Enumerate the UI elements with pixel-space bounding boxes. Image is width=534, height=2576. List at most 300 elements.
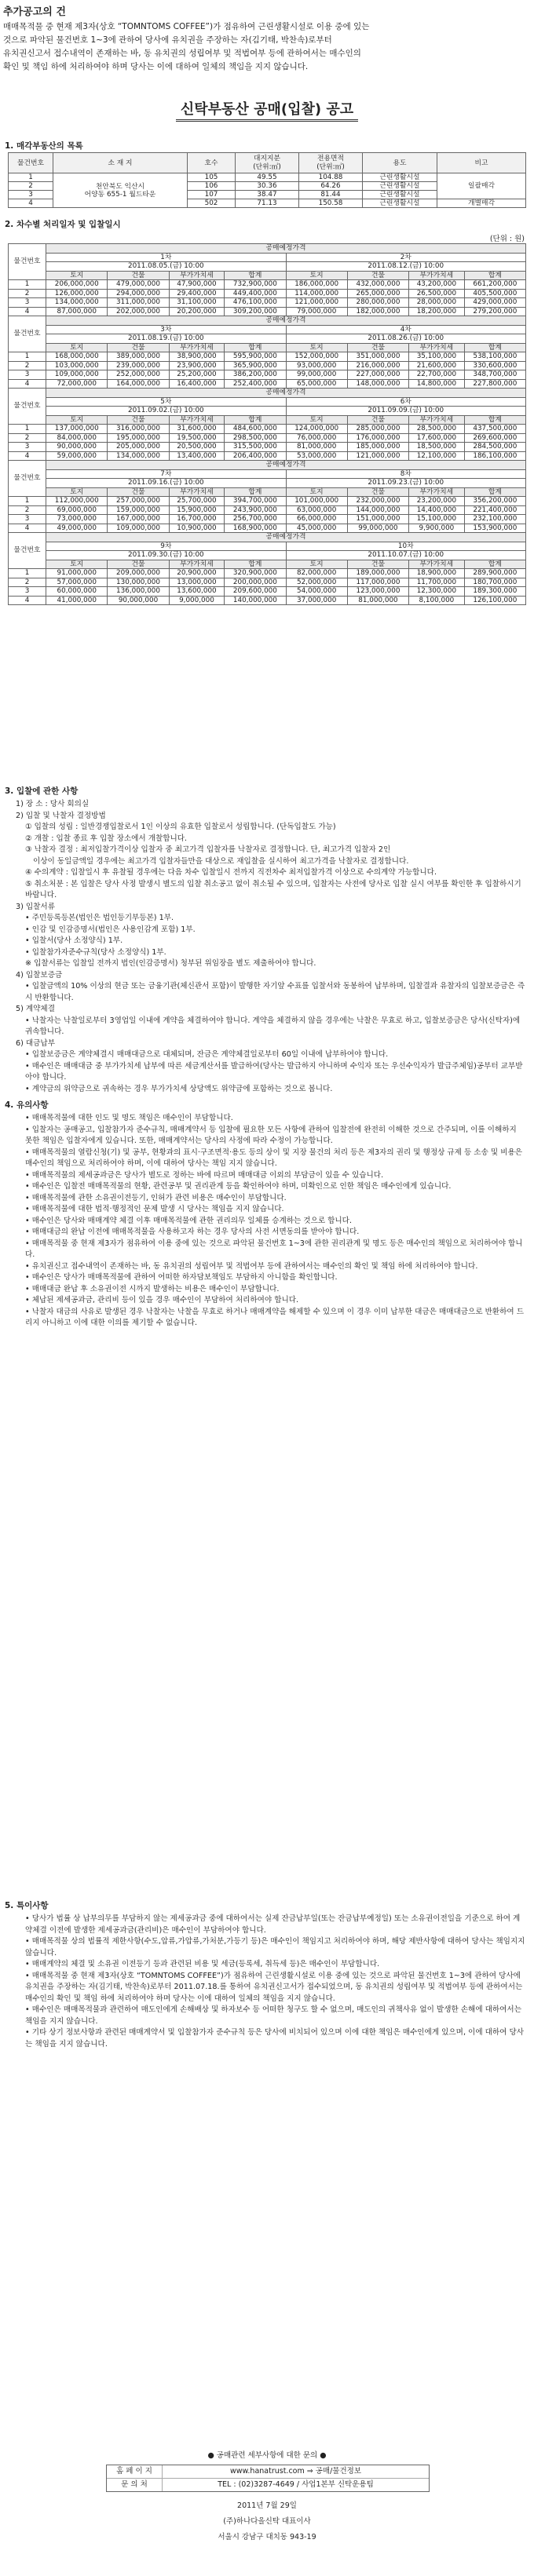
text-line: • 매매목적물 중 현재 제3자가 점유하여 이용 중에 있는 것으로 파악된 물건번호 1~3에 관한 권리관계 및 명도 등은 매수인의 책임으로 처리하여야 합니다. (25, 1239, 523, 1259)
table-cell: 20,900,000 (169, 569, 225, 578)
round-date: 2011.09.09.(금) 10:00 (286, 407, 525, 416)
column-label: 부가가치세 (409, 271, 465, 280)
text-line: • 체납된 제세공과금, 관리비 등이 있을 경우 매수인이 부담하여 처리하여야 합니다. (25, 1296, 299, 1304)
table-cell: 93,000,000 (286, 361, 347, 370)
contact-row (107, 2465, 429, 2478)
table-cell: 150.58 (299, 199, 363, 208)
column-label: 건물 (108, 560, 169, 569)
column-label: 부가가치세 (169, 487, 225, 497)
table-cell: 4 (9, 596, 46, 605)
table-cell: 348,700,000 (464, 370, 525, 380)
table-cell: 101,000,000 (286, 497, 347, 506)
table-cell: 103,000,000 (46, 361, 108, 370)
table-cell: 1 (9, 497, 46, 506)
num-header-cell: 물건번호 (9, 461, 46, 497)
table-cell: 351,000,000 (347, 352, 408, 362)
round-label: 8차 (286, 469, 525, 479)
column-label: 건물 (347, 271, 408, 280)
table-cell: 81,000,000 (286, 443, 347, 452)
table-cell: 25,200,000 (169, 370, 225, 380)
table-cell: 25,700,000 (169, 497, 225, 506)
text-line: • 매매목적물에 대한 인도 및 명도 책임은 매수인이 부담합니다. (25, 1114, 233, 1122)
text-line: • 당사가 법률 상 납부의무를 부담하지 않는 제세공과금 중에 대하여서는 실제 잔금납부일(또는 잔금납부예정일) 또는 소유권이전일을 기준으로 하여 계약체결 이전에 발생한 제세공과금(관리비)은 매수인이 부담하여야 합니다. (25, 1914, 521, 1935)
table-cell: 22,700,000 (409, 370, 465, 380)
table-cell: 82,000,000 (286, 569, 347, 578)
table-cell: 4 (9, 524, 46, 533)
table-cell: 31,600,000 (169, 425, 225, 434)
text-line: • 매매목적물의 열람신청(기) 및 공부, 현황과의 표시·구조면적·용도 등의 상이 및 지장 물건의 처리 등은 제3자의 권리 및 행정상 규제 등 소송 및 비용은 매수인의 책임으로 처리하여야 하며, 이에 대하여 당사는 책임 지지 않습니다. (25, 1148, 523, 1168)
table-cell: 30.36 (236, 182, 299, 191)
table-cell: 239,000,000 (108, 361, 169, 370)
table-cell: 2 (9, 289, 46, 298)
notice-tag: 추가공고의 건 (3, 6, 66, 18)
table-row (9, 515, 526, 524)
table-cell: 595,900,000 (225, 352, 286, 362)
table-cell: 159,000,000 (108, 505, 169, 515)
text-line: ③ 낙찰자 결정 : 최저입찰가격이상 입찰자 중 최고가격 입찰자를 낙찰자로 결정합니다. 단, 최고가격 입찰자 2인 (25, 845, 391, 854)
table-cell: 1 (9, 173, 53, 182)
text-line: • 입찰금액의 10% 이상의 현금 또는 금융기관(체신관서 포함)이 발행한 자기앞 수표를 입찰서와 동봉하여 납부하며, 입찰결과 유찰자의 입찰보증금은 즉시 반환합니다. (25, 982, 525, 1002)
text-line: • 낙찰자는 낙찰일로부터 3영업일 이내에 계약을 체결하여야 합니다. 계약을 체결하지 않을 경우에는 낙찰은 무효로 하고, 입찰보증금은 당사(신탁자)에 귀속합니다. (25, 1016, 521, 1036)
text-line: • 매수인은 매매대금 중 부가가치세 납부에 따른 세금계산서를 발급하여(당사는 발급하지 아니하며 수익자 또는 우선수익자가 발급주체임)공부터 교부받아야 합니다. (25, 1061, 523, 1082)
round-label: 2차 (286, 253, 525, 262)
table-cell: 476,100,000 (225, 298, 286, 308)
table-cell: 근린생활시설 (363, 173, 437, 182)
text-line: • 매수인은 당사가 매매목적물에 관하여 어떠한 하자담보책임도 부담하지 아니함을 확인합니다. (25, 1273, 338, 1282)
table-row (9, 524, 526, 533)
text-line: 2) 입찰 및 낙찰자 결정방법 (16, 811, 106, 820)
table-cell: 186,100,000 (464, 451, 525, 461)
table-row (9, 370, 526, 380)
table-cell: 49,000,000 (46, 524, 108, 533)
round-row (9, 253, 526, 262)
table-cell: 280,000,000 (347, 298, 408, 308)
table-cell: 195,000,000 (108, 433, 169, 443)
text-line: • 인감 및 인감증명서(법인은 사용인감계 포함) 1부. (25, 925, 196, 934)
table-cell: 153,900,000 (464, 524, 525, 533)
col-header: 용도 (363, 153, 437, 173)
table-cell: 9,000,000 (169, 596, 225, 605)
round-row (9, 469, 526, 479)
text-line: • 입찰보증금은 계약체결시 매매대금으로 대체되며, 잔금은 계약체결일로부터 60일 이내에 납부하여야 합니다. (25, 1050, 389, 1059)
text-line: • 매수인은 입찰전 매매목적물의 현황, 관련공부 및 권리관계 등을 확인하여야 하며, 미확인으로 인한 책임은 매수인에게 있습니다. (25, 1182, 452, 1191)
table-cell: 66,000,000 (286, 515, 347, 524)
column-label: 건물 (108, 487, 169, 497)
text-line: • 주민등록등본(법인은 법인등기부등본) 1부. (25, 914, 174, 922)
table-cell: 54,000,000 (286, 587, 347, 597)
table-cell: 311,000,000 (108, 298, 169, 308)
table-cell: 2 (9, 182, 53, 191)
text-line: • 매매대금의 완납 이전에 매매목적물을 사용하고자 하는 경우 당사의 사전 서면동의를 받아야 합니다. (25, 1228, 360, 1236)
round-date-row (9, 262, 526, 272)
table-cell: 31,100,000 (169, 298, 225, 308)
column-label: 합계 (464, 271, 525, 280)
col-header: 전용면적 (단위:㎡) (299, 153, 363, 173)
table-row (9, 379, 526, 389)
table-cell: 182,000,000 (347, 307, 408, 316)
table-cell: 64.26 (299, 182, 363, 191)
table-cell: 732,900,000 (225, 280, 286, 290)
location-line: 천안북도 익산시 (95, 182, 145, 191)
price-header-cell: 공매예정가격 (46, 244, 526, 254)
table-cell: 14,800,000 (409, 379, 465, 389)
table-cell: 189,300,000 (464, 587, 525, 597)
text-line: • 매매목적물에 대한 법적·행정적인 문제 발생 시 당사는 책임을 지지 않습니다. (25, 1205, 284, 1213)
table-cell: 12,300,000 (409, 587, 465, 597)
column-label: 건물 (347, 415, 408, 425)
location-cell (53, 173, 188, 208)
table-cell: 84,000,000 (46, 433, 108, 443)
table-cell: 209,000,000 (108, 569, 169, 578)
table-cell: 107 (188, 191, 236, 199)
column-label: 합계 (464, 343, 525, 352)
table-cell: 285,000,000 (347, 425, 408, 434)
table-cell: 18,500,000 (409, 443, 465, 452)
notice-date: 2011년 7월 29일 (237, 2501, 297, 2510)
column-label: 건물 (347, 343, 408, 352)
column-label: 토지 (286, 560, 347, 569)
table-cell: 185,000,000 (347, 443, 408, 452)
column-label: 토지 (286, 271, 347, 280)
table-cell: 121,000,000 (347, 451, 408, 461)
table-cell: 365,900,000 (225, 361, 286, 370)
homepage-link[interactable]: www.hanatrust.com ⇒ 공매/물건정보 (229, 2467, 362, 2476)
table-cell: 4 (9, 379, 46, 389)
text-line: • 매매목적물의 제세공과금은 당사가 별도로 정하는 바에 따르며 매매대금 이외의 부담금이 있을 수 있습니다. (25, 1170, 384, 1180)
text-line: • 유치권신고 접수내역이 존재하는 바, 동 유치권의 성립여부 및 적법여부 등에 관하여서는 매수인의 확인 및 책임 하에 처리하여야 합니다. (25, 1261, 478, 1271)
table-cell: 63,000,000 (286, 505, 347, 515)
column-label-row (9, 415, 526, 425)
text-line: • 계약금의 위약금으로 귀속하는 경우 부가가치세 상당액도 위약금에 포함하는 것으로 봅니다. (25, 1084, 333, 1093)
table-row (9, 587, 526, 597)
table-cell: 126,000,000 (46, 289, 108, 298)
table-cell: 294,000,000 (108, 289, 169, 298)
text-line: • 매매대금 완납 후 소유권이전 시까지 발생하는 비용은 매수인이 부담합니다. (25, 1284, 280, 1293)
table-cell: 186,000,000 (286, 280, 347, 290)
round-date: 2011.08.05.(금) 10:00 (46, 262, 286, 272)
table-cell: 405,500,000 (464, 289, 525, 298)
table-cell: 152,000,000 (286, 352, 347, 362)
text-line: ② 개찰 : 입찰 종료 후 입찰 장소에서 개찰합니다. (25, 834, 188, 843)
round-date-row (9, 551, 526, 560)
table-cell: 38.47 (236, 191, 299, 199)
table-cell: 356,200,000 (464, 497, 525, 506)
table-cell: 47,900,000 (169, 280, 225, 290)
column-label: 부가가치세 (409, 343, 465, 352)
text-line: ※ 입찰서류는 입찰일 전까지 법인(인감증명서) 청부된 위임장을 별도 제출하여야 합니다. (25, 959, 316, 968)
table-cell: 209,600,000 (225, 587, 286, 597)
table-cell: 4 (9, 307, 46, 316)
table-cell: 28,500,000 (409, 425, 465, 434)
table-cell: 205,000,000 (108, 443, 169, 452)
contact-box (106, 2465, 430, 2492)
table-cell: 176,000,000 (347, 433, 408, 443)
round-date: 2011.09.02.(금) 10:00 (46, 407, 286, 416)
round-date: 2011.10.07.(금) 10:00 (286, 551, 525, 560)
table-cell: 29,400,000 (169, 289, 225, 298)
table-cell: 315,500,000 (225, 443, 286, 452)
col-header: 물건번호 (9, 153, 53, 173)
schedule-table (8, 243, 526, 605)
table-cell: 105 (188, 173, 236, 182)
table-cell: 206,000,000 (46, 280, 108, 290)
contact-key: 문 의 처 (107, 2479, 163, 2491)
table-cell: 18,200,000 (409, 307, 465, 316)
table-cell: 140,000,000 (225, 596, 286, 605)
table-cell: 53,000,000 (286, 451, 347, 461)
table-cell: 130,000,000 (108, 578, 169, 587)
table-cell: 81.44 (299, 191, 363, 199)
table-cell: 106 (188, 182, 236, 191)
table-cell: 19,500,000 (169, 433, 225, 443)
text-line: • 매매목적물 중 현재 제3자(상호 “TOMNTOMS COFFEE”)가 점유하여 근린생활시설로 이용 중에 있는 것으로 파악된 물건번호 1~3에 관하여 당사에 유치권을 주장하는 자(김기태, 박찬속)로부터 2011.07.18.를 통하여 유치권신고서가 접수되었으며, 동 유치권의 성립여부 및 적법여부 등에 관하여서는 매수인의 확인 및 책임 하에 처리하여야 하며 당사는 이에 대하여 일체의 책임을 지지 않습니다. (25, 1971, 523, 2003)
table-cell: 3 (9, 443, 46, 452)
table-cell: 8,100,000 (409, 596, 465, 605)
column-label: 토지 (286, 343, 347, 352)
table-cell: 269,600,000 (464, 433, 525, 443)
table-row (9, 352, 526, 362)
round-label: 6차 (286, 397, 525, 407)
price-header-cell: 공매예정가격 (46, 316, 526, 326)
table-cell: 근린생활시설 (363, 182, 437, 191)
table-cell: 144,000,000 (347, 505, 408, 515)
table-cell: 17,600,000 (409, 433, 465, 443)
round-date: 2011.09.16.(금) 10:00 (46, 479, 286, 488)
text-line: 4) 입찰보증금 (16, 970, 63, 980)
table-row (9, 505, 526, 515)
table-cell: 180,700,000 (464, 578, 525, 587)
table-cell: 2 (9, 361, 46, 370)
table-cell: 437,500,000 (464, 425, 525, 434)
intro-line: 매매목적물 중 현재 제3자(상호 “TOMNTOMS COFFEE”)가 점유하여 근린생활시설로 이용 중에 있는 (3, 22, 370, 31)
column-label: 부가가치세 (169, 415, 225, 425)
price-header-row (9, 389, 526, 398)
table-row (9, 307, 526, 316)
table-cell: 49.55 (236, 173, 299, 182)
column-label: 건물 (347, 487, 408, 497)
round-label: 4차 (286, 325, 525, 334)
text-line: 1) 장 소 : 당사 회의실 (16, 800, 90, 808)
text-line: • 입찰자는 공매공고, 입찰참가자 준수규칙, 매매계약서 등 입찰에 필요한 모든 사항에 관하여 입찰전에 완전히 이해한 것으로 간주되며, 이를 이해하지 못한 책임은 입찰자에게 있습니다. 또한, 매매계약서는 당사의 사정에 따라 수정이 가능합니다. (25, 1125, 517, 1145)
table-row (9, 596, 526, 605)
table-row (9, 289, 526, 298)
table-cell: 근린생활시설 (363, 191, 437, 199)
table-cell: 개별매각 (437, 199, 526, 208)
contact-banner: ● 공매관련 세부사항에 대한 문의 ● (207, 2451, 327, 2460)
table-cell: 227,000,000 (347, 370, 408, 380)
table-cell: 13,400,000 (169, 451, 225, 461)
table-cell: 3 (9, 191, 53, 199)
table-row (9, 361, 526, 370)
section2-heading: 2. 차수별 처리일자 및 입찰일시 (5, 220, 121, 229)
table-cell: 근린생활시설 (363, 199, 437, 208)
table-row (9, 280, 526, 290)
table-cell: 284,500,000 (464, 443, 525, 452)
text-line: • 매수인은 당사와 매매계약 체결 이후 매매목적물에 관한 권리의무 일체를 승계하는 것으로 합니다. (25, 1216, 353, 1225)
table-cell: 87,000,000 (46, 307, 108, 316)
column-label: 부가가치세 (169, 560, 225, 569)
table-row (9, 298, 526, 308)
round-row (9, 397, 526, 407)
table-cell: 227,800,000 (464, 379, 525, 389)
round-label: 3차 (46, 325, 286, 334)
table-cell: 91,000,000 (46, 569, 108, 578)
round-date-row (9, 334, 526, 344)
page-title-text: 신탁부동산 공매(입찰) 공고 (176, 101, 358, 122)
num-header-cell: 물건번호 (9, 533, 46, 569)
column-label: 합계 (225, 560, 286, 569)
num-header-cell: 물건번호 (9, 389, 46, 425)
table-cell: 15,100,000 (409, 515, 465, 524)
table-cell: 117,000,000 (347, 578, 408, 587)
table-cell: 72,000,000 (46, 379, 108, 389)
table-cell: 134,000,000 (46, 298, 108, 308)
table-cell: 502 (188, 199, 236, 208)
table-cell: 126,100,000 (464, 596, 525, 605)
table-cell: 289,900,000 (464, 569, 525, 578)
company-name: (주)하나다올신탁 대표이사 (223, 2517, 311, 2526)
table-cell: 3 (9, 587, 46, 597)
table-cell: 60,000,000 (46, 587, 108, 597)
section3-body (5, 799, 526, 1095)
table-cell: 216,000,000 (347, 361, 408, 370)
table-cell: 661,200,000 (464, 280, 525, 290)
text-line: ① 입찰의 성립 : 일반경쟁입찰로서 1인 이상의 유효한 입찰로서 성립합니다. (단독입찰도 가능) (25, 823, 336, 831)
table-cell: 298,500,000 (225, 433, 286, 443)
table-cell: 4 (9, 199, 53, 208)
table-cell: 69,000,000 (46, 505, 108, 515)
price-header-row (9, 461, 526, 470)
table-cell: 37,000,000 (286, 596, 347, 605)
text-line: ④ 수의계약 : 입찰일시 후 유찰될 경우에는 다음 차수 입찰일시 전까지 직전차수 최저입찰가격 이상으로 수의계약 가능합니다. (25, 868, 437, 877)
table-cell: 330,600,000 (464, 361, 525, 370)
text-line: • 입찰참가자준수규칙(당사 소정양식) 1부. (25, 947, 166, 957)
table-cell: 43,200,000 (409, 280, 465, 290)
table-cell: 20,200,000 (169, 307, 225, 316)
table-cell: 14,400,000 (409, 505, 465, 515)
table-cell: 23,200,000 (409, 497, 465, 506)
price-header-cell: 공매예정가격 (46, 389, 526, 398)
table-cell: 52,000,000 (286, 578, 347, 587)
table-cell: 114,000,000 (286, 289, 347, 298)
table-cell: 200,000,000 (225, 578, 286, 587)
section1-heading: 1. 매각부동산의 목록 (5, 141, 83, 151)
table-cell: 394,700,000 (225, 497, 286, 506)
table-cell: 59,000,000 (46, 451, 108, 461)
table-row (9, 569, 526, 578)
table-cell: 1 (9, 352, 46, 362)
table-cell: 45,000,000 (286, 524, 347, 533)
text-line: 6) 대금납부 (16, 1038, 55, 1048)
text-line: • 매매계약의 체결 및 소유권 이전등기 등과 관련된 비용 및 세금(등록세, 취득세 등)은 매수인이 부담합니다. (25, 1960, 380, 1968)
section5-body (5, 1914, 526, 2050)
text-line: • 기타 상기 정보사항과 관련된 매매계약서 및 입찰참가자 준수규칙 등은 당사에 비치되어 있으며 이에 대한 책임은 매수인에게 있으며, 이에 대하여 당사는 책임을 지지 않습니다. (25, 2028, 525, 2049)
table-cell: 449,400,000 (225, 289, 286, 298)
column-label: 건물 (108, 343, 169, 352)
table-cell: 123,000,000 (347, 587, 408, 597)
round-row (9, 325, 526, 334)
table-cell: 41,000,000 (46, 596, 108, 605)
column-label: 건물 (347, 560, 408, 569)
table-cell: 252,000,000 (108, 370, 169, 380)
column-label: 부가가치세 (409, 487, 465, 497)
table-cell: 79,000,000 (286, 307, 347, 316)
table-cell: 99,000,000 (347, 524, 408, 533)
table-cell: 137,000,000 (46, 425, 108, 434)
table-cell: 121,000,000 (286, 298, 347, 308)
column-label: 부가가치세 (169, 343, 225, 352)
table-cell: 90,000,000 (46, 443, 108, 452)
text-line: • 매매목적물 상의 법률적 제한사항(수도,압류,가압류,가처분,가등기 등)은 매수인이 책임지고 처리하여야 하며, 해당 제반사항에 대하여 당사는 책임지지 않습니다. (25, 1937, 525, 1958)
round-date-row (9, 479, 526, 488)
table-cell: 2 (9, 433, 46, 443)
num-header-cell: 물건번호 (9, 316, 46, 352)
table-cell: 168,900,000 (225, 524, 286, 533)
column-label: 합계 (464, 487, 525, 497)
text-line: 5) 계약체결 (16, 1005, 55, 1013)
table-cell: 2 (9, 505, 46, 515)
section4-heading: 4. 유의사항 (5, 1100, 49, 1110)
table-cell: 일괄매각 (437, 173, 526, 199)
table-cell: 16,700,000 (169, 515, 225, 524)
table-cell: 316,000,000 (108, 425, 169, 434)
property-list-table (8, 152, 526, 208)
table-row (9, 425, 526, 434)
table-cell: 1 (9, 425, 46, 434)
col-header: 비고 (437, 153, 526, 173)
section5-heading: 5. 특이사항 (5, 1901, 49, 1910)
table-cell: 11,700,000 (409, 578, 465, 587)
table-cell: 99,000,000 (286, 370, 347, 380)
table-cell: 256,700,000 (225, 515, 286, 524)
table-cell: 57,000,000 (46, 578, 108, 587)
table-row (9, 497, 526, 506)
column-label: 토지 (46, 271, 108, 280)
round-date: 2011.09.30.(금) 10:00 (46, 551, 286, 560)
page-title (0, 98, 534, 119)
round-label: 7차 (46, 469, 286, 479)
table-cell: 2 (9, 578, 46, 587)
round-date-row (9, 407, 526, 416)
table-cell: 168,000,000 (46, 352, 108, 362)
text-line: • 입찰서(당사 소정양식) 1부. (25, 936, 123, 945)
table-cell: 13,600,000 (169, 587, 225, 597)
column-label: 토지 (46, 487, 108, 497)
table-cell: 13,000,000 (169, 578, 225, 587)
column-label: 합계 (225, 487, 286, 497)
table-cell: 429,000,000 (464, 298, 525, 308)
round-date: 2011.09.23.(금) 10:00 (286, 479, 525, 488)
table-cell: 3 (9, 515, 46, 524)
column-label: 토지 (286, 487, 347, 497)
column-label-row (9, 487, 526, 497)
column-label: 토지 (46, 415, 108, 425)
company-address: 서울시 강남구 대치동 943-19 (218, 2533, 316, 2541)
table-cell: 12,100,000 (409, 451, 465, 461)
round-date: 2011.08.26.(금) 10:00 (286, 334, 525, 344)
price-header-cell: 공매예정가격 (46, 461, 526, 470)
round-date: 2011.08.12.(금) 10:00 (286, 262, 525, 272)
price-header-row (9, 533, 526, 542)
table-cell: 10,900,000 (169, 524, 225, 533)
column-label: 합계 (225, 271, 286, 280)
table-cell: 16,400,000 (169, 379, 225, 389)
table-cell: 21,600,000 (409, 361, 465, 370)
table-cell: 167,000,000 (108, 515, 169, 524)
table-cell: 386,200,000 (225, 370, 286, 380)
table-cell: 65,000,000 (286, 379, 347, 389)
column-label: 부가가치세 (409, 415, 465, 425)
